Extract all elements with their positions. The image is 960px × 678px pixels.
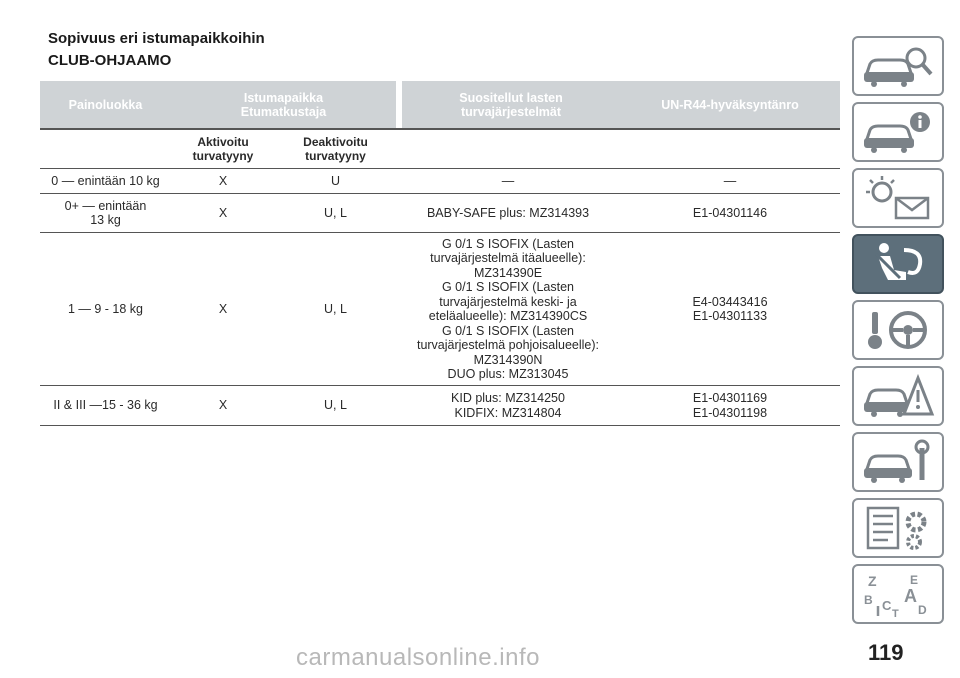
cell-airbag-deactivated: U, L	[324, 301, 347, 316]
index-letter: A	[904, 586, 917, 606]
table-row	[40, 194, 840, 233]
chapter-tab-car-info[interactable]	[852, 102, 944, 162]
car-search-icon	[860, 42, 936, 90]
cell-weight: 1 — 9 - 18 kg	[67, 301, 144, 316]
page-number: 119	[868, 640, 904, 665]
cell-approval: E4-03443416 E1-04301133	[692, 294, 768, 323]
chapter-tab-car-search[interactable]	[852, 36, 944, 96]
index-letter: C	[882, 598, 892, 613]
page-subtitle: CLUB-OHJAAMO	[48, 52, 172, 69]
compatibility-table	[40, 81, 840, 426]
cell-approval: E1-04301169 E1-04301198	[692, 391, 768, 420]
page-title: Sopivuus eri istumapaikkoihin	[48, 30, 265, 47]
car-info-icon	[860, 108, 936, 156]
chapter-tab-maintenance[interactable]	[852, 432, 944, 492]
table-subheader	[40, 128, 840, 169]
index-letter: B	[864, 593, 873, 607]
chapter-tab-starting-driving[interactable]	[852, 300, 944, 360]
subheader-airbag-active: Aktivoitu turvatyyny	[192, 135, 254, 163]
cell-airbag-active: X	[218, 301, 228, 316]
cell-approval: —	[723, 173, 737, 188]
table-header	[40, 81, 840, 128]
cell-approval: E1-04301146	[692, 205, 768, 220]
chapter-tab-emergency[interactable]	[852, 366, 944, 426]
cell-weight: 0 — enintään 10 kg	[51, 173, 160, 188]
chapter-tab-technical-data[interactable]	[852, 498, 944, 558]
checklist-gear-icon	[860, 504, 936, 552]
light-message-icon	[860, 174, 936, 222]
index-letter: D	[918, 603, 927, 617]
table-row	[40, 169, 840, 194]
header-recommended-systems: Suositellut lasten turvajärjestelmät	[459, 90, 563, 119]
cell-airbag-deactivated: U, L	[324, 205, 347, 220]
chapter-index-sidebar	[852, 36, 944, 630]
key-steering-wheel-icon	[860, 306, 936, 354]
cell-systems: G 0/1 S ISOFIX (Lasten turvajärjestelmä itäalueelle): MZ314390E G 0/1 S ISOFIX (Lasten turvajärjestelmä keski- ja eteläalueelle): MZ314390CS G 0/1 S ISOFIX (Lasten turvajärjestelmä pohjoisalueelle): MZ314390N DUO plus: MZ313045	[416, 236, 600, 381]
watermark-text: carmanualsonline.info	[296, 644, 540, 671]
header-weight-class: Painoluokka	[68, 97, 143, 112]
cell-airbag-deactivated: U	[330, 173, 341, 188]
cell-weight: 0+ — enintään 13 kg	[64, 198, 147, 227]
chapter-tab-lights-messages[interactable]	[852, 168, 944, 228]
header-approval-number: UN-R44-hyväksyntänro	[661, 97, 799, 112]
car-warning-icon	[860, 372, 936, 420]
cell-weight: II & III —15 - 36 kg	[53, 398, 158, 413]
car-wrench-icon	[860, 438, 936, 486]
cell-airbag-active: X	[218, 173, 228, 188]
seat-airbag-icon	[860, 240, 936, 288]
chapter-tab-index[interactable]	[852, 564, 944, 624]
alphabet-index-icon	[860, 570, 936, 618]
table-row	[40, 233, 840, 386]
cell-systems: KID plus: MZ314250 KIDFIX: MZ314804	[451, 391, 565, 420]
chapter-tab-safety[interactable]	[852, 234, 944, 294]
index-letter: T	[892, 608, 899, 618]
index-letter: Z	[868, 573, 877, 589]
header-seat-position: Istumapaikka Etumatkustaja	[240, 90, 327, 119]
subheader-airbag-deactivated: Deaktivoitu turvatyyny	[303, 135, 368, 163]
cell-airbag-active: X	[218, 205, 228, 220]
cell-systems: BABY-SAFE plus: MZ314393	[426, 205, 590, 220]
index-letter: E	[910, 573, 919, 587]
table-row	[40, 386, 840, 426]
cell-airbag-active: X	[218, 398, 228, 413]
cell-systems: —	[501, 173, 515, 188]
cell-airbag-deactivated: U, L	[324, 398, 347, 413]
